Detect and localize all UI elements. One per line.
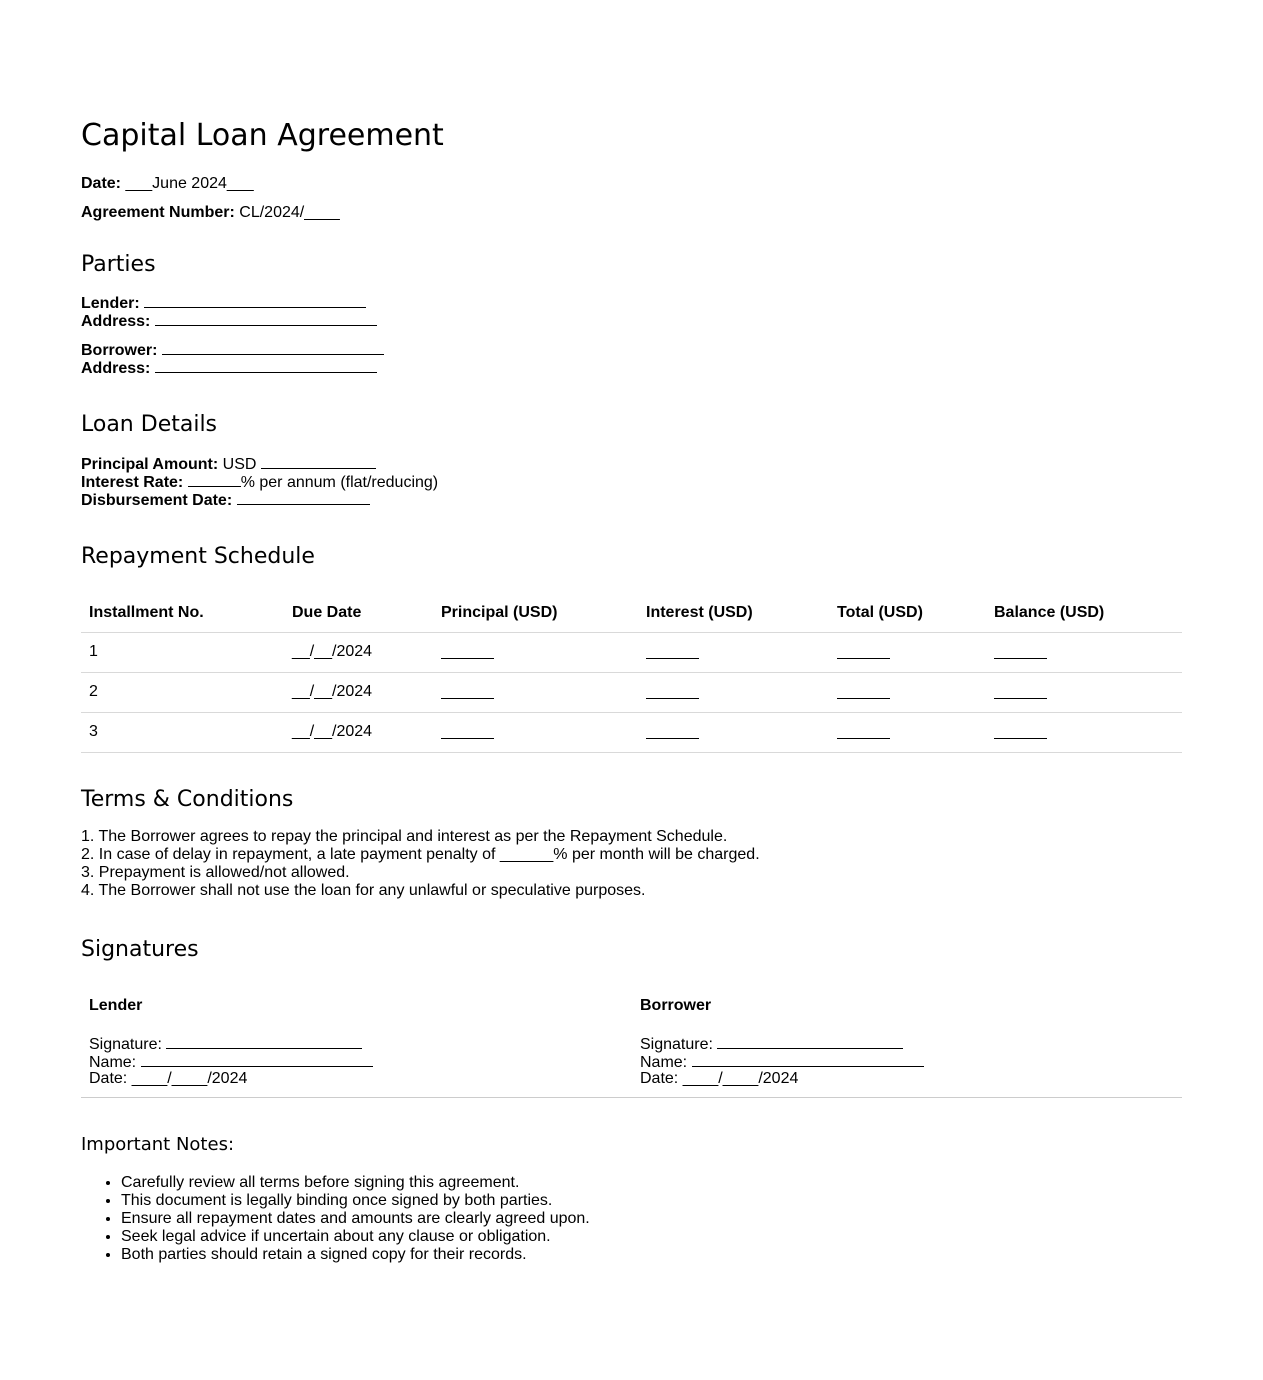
lender-address-label: Address: <box>81 313 151 330</box>
borrower-line <box>81 340 384 360</box>
borrower-signature-title: Borrower <box>640 997 712 1014</box>
term-item: 3. Prepayment is allowed/not allowed. <box>81 864 350 881</box>
borrower-date-line[interactable]: Date: ____/____/2024 <box>640 1070 799 1087</box>
document-title: Capital Loan Agreement <box>81 118 444 153</box>
due-date: __/__/2024 <box>292 723 373 740</box>
total-blank-cell[interactable] <box>837 643 890 664</box>
important-notes-list <box>81 1174 590 1264</box>
column-header: Due Date <box>292 604 362 621</box>
borrower-name-label: Name: <box>640 1054 688 1071</box>
lender-signature-label: Signature: <box>89 1036 162 1053</box>
total-blank-cell[interactable] <box>837 683 890 704</box>
lender-name-blank[interactable] <box>141 1052 373 1067</box>
repayment-schedule-heading: Repayment Schedule <box>81 544 315 569</box>
interest-label: Interest Rate: <box>81 474 184 491</box>
list-item: • Carefully review all terms before signing this agreement. <box>121 1174 590 1192</box>
disbursement-line <box>81 490 370 510</box>
date-line <box>81 175 254 193</box>
balance-blank-cell[interactable] <box>994 643 1047 664</box>
term-item: 4. The Borrower shall not use the loan for any unlawful or speculative purposes. <box>81 882 646 899</box>
important-notes-heading: Important Notes: <box>81 1134 235 1155</box>
column-header: Total (USD) <box>837 604 923 621</box>
date-value: ___June 2024___ <box>125 175 254 192</box>
interest-blank-cell[interactable] <box>646 723 699 744</box>
term-item: 1. The Borrower agrees to repay the principal and interest as per the Repayment Schedule. <box>81 828 728 845</box>
borrower-signature-blank[interactable] <box>717 1034 903 1049</box>
agreement-number-value: CL/2024/____ <box>239 204 340 221</box>
disbursement-blank[interactable] <box>237 490 370 505</box>
agreement-number-label: Agreement Number: <box>81 204 235 221</box>
total-blank-cell[interactable] <box>837 723 890 744</box>
installment-number: 1 <box>89 643 98 660</box>
principal-blank-cell[interactable] <box>441 643 494 664</box>
principal-blank-cell[interactable] <box>441 723 494 744</box>
balance-blank-cell[interactable] <box>994 723 1047 744</box>
borrower-address-blank[interactable] <box>155 358 377 373</box>
lender-blank[interactable] <box>144 293 366 308</box>
date-label: Date: <box>81 175 122 192</box>
principal-blank-cell[interactable] <box>441 683 494 704</box>
due-date: __/__/2024 <box>292 683 373 700</box>
lender-date-line[interactable]: Date: ____/____/2024 <box>89 1070 248 1087</box>
signatures-heading: Signatures <box>81 937 199 962</box>
list-item: • Seek legal advice if uncertain about any clause or obligation. <box>121 1228 590 1246</box>
table-row <box>81 673 1182 713</box>
column-header: Installment No. <box>89 604 204 621</box>
loan-details-heading: Loan Details <box>81 412 218 437</box>
lender-name-line <box>89 1052 373 1072</box>
list-item: • Both parties should retain a signed copy for their records. <box>121 1246 590 1264</box>
terms-heading: Terms & Conditions <box>81 787 294 812</box>
borrower-label: Borrower: <box>81 342 158 359</box>
lender-line <box>81 293 366 313</box>
interest-blank-cell[interactable] <box>646 643 699 664</box>
interest-suffix: % per annum (flat/reducing) <box>240 474 439 491</box>
column-header: Principal (USD) <box>441 604 558 621</box>
agreement-number-line <box>81 204 340 222</box>
table-row <box>81 633 1182 673</box>
table-header-row <box>81 594 1182 633</box>
column-header: Balance (USD) <box>994 604 1105 621</box>
principal-blank[interactable] <box>261 454 376 469</box>
borrower-blank[interactable] <box>162 340 384 355</box>
borrower-name-blank[interactable] <box>692 1052 924 1067</box>
installment-number: 3 <box>89 723 98 740</box>
principal-label: Principal Amount: <box>81 456 219 473</box>
lender-signature-blank[interactable] <box>166 1034 362 1049</box>
lender-signature-title: Lender <box>89 997 143 1014</box>
list-item: • Ensure all repayment dates and amounts are clearly agreed upon. <box>121 1210 590 1228</box>
disbursement-label: Disbursement Date: <box>81 492 233 509</box>
interest-blank-cell[interactable] <box>646 683 699 704</box>
term-item: 2. In case of delay in repayment, a late payment penalty of ______% per month will be charged. <box>81 846 760 863</box>
signature-section <box>81 990 1182 1098</box>
borrower-signature-line <box>640 1034 903 1054</box>
balance-blank-cell[interactable] <box>994 683 1047 704</box>
parties-heading: Parties <box>81 252 156 277</box>
repayment-table <box>81 594 1182 753</box>
lender-address-blank[interactable] <box>155 311 377 326</box>
interest-line <box>81 472 438 492</box>
borrower-address-line <box>81 358 377 378</box>
principal-currency: USD <box>222 456 257 473</box>
due-date: __/__/2024 <box>292 643 373 660</box>
list-item: • This document is legally binding once signed by both parties. <box>121 1192 590 1210</box>
lender-label: Lender: <box>81 295 140 312</box>
lender-signature-line <box>89 1034 362 1054</box>
interest-blank[interactable] <box>188 472 241 487</box>
installment-number: 2 <box>89 683 98 700</box>
table-row <box>81 713 1182 753</box>
lender-address-line <box>81 311 377 331</box>
principal-line <box>81 454 376 474</box>
column-header: Interest (USD) <box>646 604 753 621</box>
borrower-name-line <box>640 1052 924 1072</box>
borrower-signature-label: Signature: <box>640 1036 713 1053</box>
lender-name-label: Name: <box>89 1054 137 1071</box>
borrower-address-label: Address: <box>81 360 151 377</box>
